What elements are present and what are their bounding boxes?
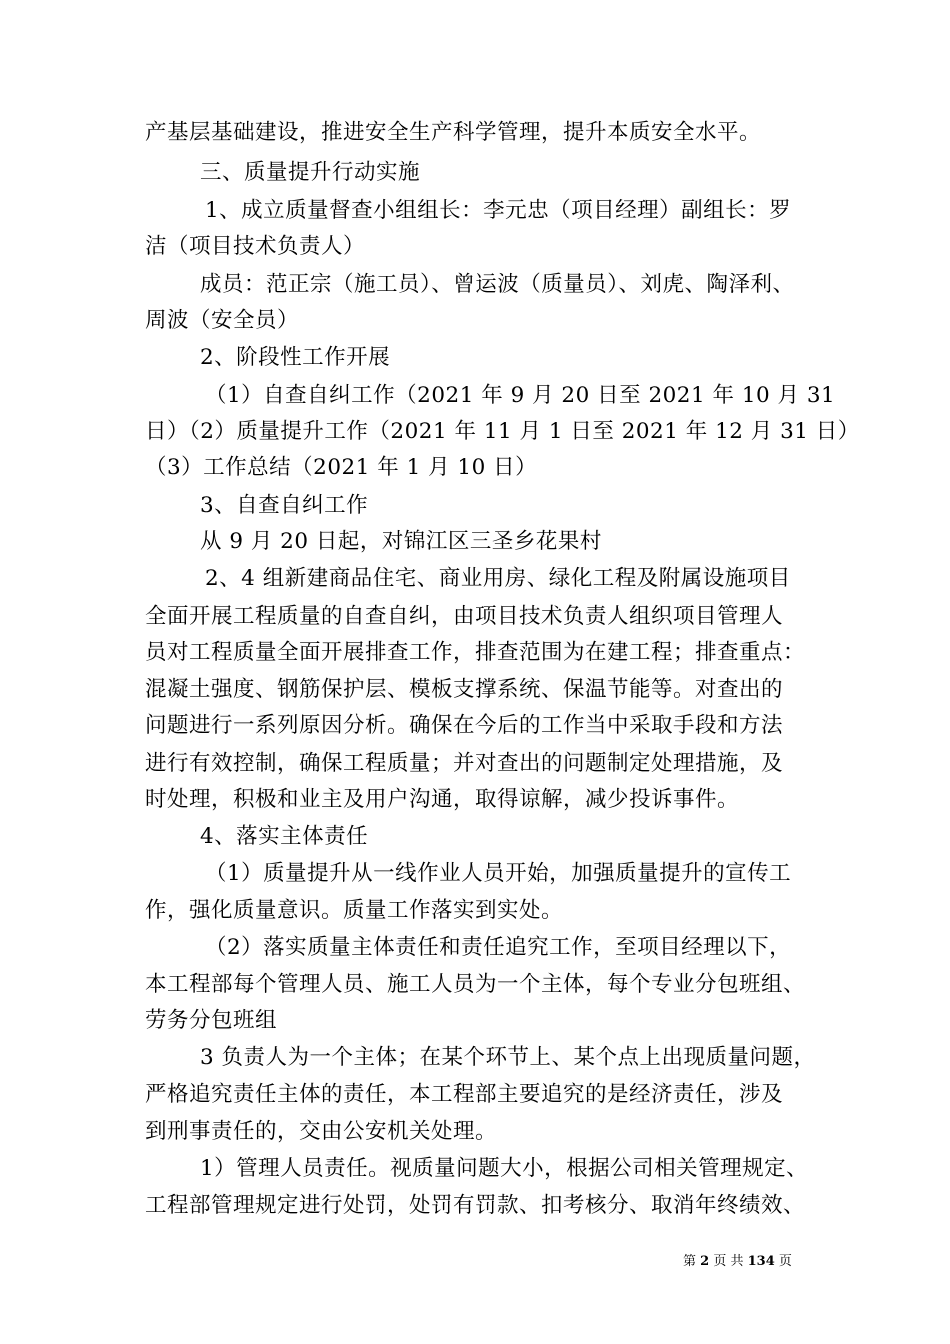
text-line: 产基层基础建设，推进安全生产科学管理，提升本质安全水平。 (145, 120, 762, 145)
text-line: （1）自查自纠工作（2021 年 9 月 20 日至 2021 年 10 月 31 (205, 383, 836, 408)
text-line: 3 负责人为一个主体；在某个环节上、某个点上出现质量问题， (200, 1045, 816, 1070)
text-line: （2）落实质量主体责任和责任追究工作，至项目经理以下， (205, 935, 792, 960)
text-line: 进行有效控制，确保工程质量；并对查出的问题制定处理措施，及 (145, 751, 784, 776)
footer-middle: 页 共 (713, 1254, 744, 1269)
page-footer (683, 1253, 792, 1271)
footer-page-number: 2 (700, 1254, 710, 1269)
text-line: 1、成立质量督查小组组长：李元忠（项目经理）副组长：罗 (205, 198, 792, 223)
text-line: 成员：范正宗（施工员）、曾运波（质量员）、刘虎、陶泽利、 (200, 272, 795, 297)
text-line: 本工程部每个管理人员、施工人员为一个主体，每个专业分包班组、 (145, 972, 806, 997)
text-line: 严格追究责任主体的责任，本工程部主要追究的是经济责任，涉及 (145, 1082, 784, 1107)
text-line: 作，强化质量意识。质量工作落实到实处。 (145, 898, 564, 923)
section-heading: 三、质量提升行动实施 (200, 160, 421, 185)
text-line: 员对工程质量全面开展排查工作，排查范围为在建工程；排查重点： (145, 640, 806, 665)
text-line: 劳务分包班组 (145, 1008, 278, 1033)
section-heading: 3、自查自纠工作 (200, 493, 369, 518)
text-line: 2、4 组新建商品住宅、商业用房、绿化工程及附属设施项目 (205, 566, 791, 591)
text-line: 洁（项目技术负责人） (145, 234, 366, 259)
text-line: 2、阶段性工作开展 (200, 345, 391, 370)
footer-suffix: 页 (778, 1254, 792, 1269)
footer-prefix: 第 (683, 1254, 697, 1269)
text-line: 工程部管理规定进行处罚，处罚有罚款、扣考核分、取消年终绩效、 (145, 1193, 806, 1218)
text-line: 周波（安全员） (145, 308, 300, 333)
text-line: 到刑事责任的，交由公安机关处理。 (145, 1119, 498, 1144)
text-line: （1）质量提升从一线作业人员开始，加强质量提升的宣传工 (205, 861, 792, 886)
text-line: 从 9 月 20 日起，对锦江区三圣乡花果村 (200, 529, 602, 554)
text-line: （3）工作总结（2021 年 1 月 10 日） (145, 455, 538, 480)
section-heading: 4、落实主体责任 (200, 824, 369, 849)
text-line: 全面开展工程质量的自查自纠，由项目技术负责人组织项目管理人 (145, 604, 784, 629)
text-line: 日）（2）质量提升工作（2021 年 11 月 1 日至 2021 年 12 月 31 日） (145, 419, 860, 444)
text-line: 1）管理人员责任。视质量问题大小，根据公司相关管理规定、 (200, 1156, 809, 1181)
text-line: 时处理，积极和业主及用户沟通，取得谅解，减少投诉事件。 (145, 787, 740, 812)
text-line: 问题进行一系列原因分析。确保在今后的工作当中采取手段和方法 (145, 713, 784, 738)
text-line: 混凝土强度、钢筋保护层、模板支撑系统、保温节能等。对查出的 (145, 677, 784, 702)
footer-total-pages: 134 (747, 1254, 775, 1269)
